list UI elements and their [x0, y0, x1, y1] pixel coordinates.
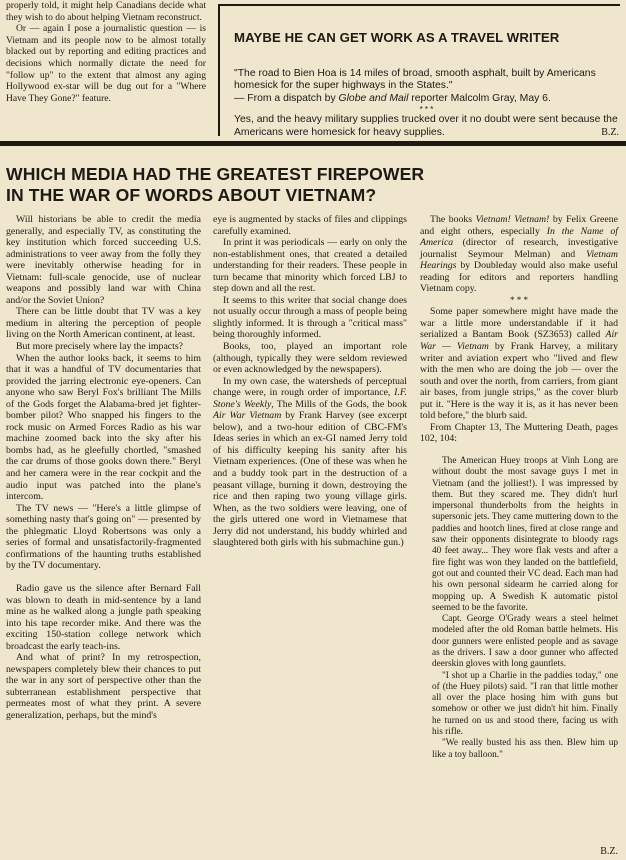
text-run: by Doubleday would also make useful reading for editors and reporters handling Vietnam copy.	[420, 260, 618, 295]
article-headline	[6, 164, 606, 205]
excerpt-paragraph: The American Huey troops at Vinh Long are without doubt the most savage guys I met in Vietnam (and the jolliest!). I was impressed by them. But they scared me. They didn't hurl impersonal thunderbolts from the heights in supersonic jets. They came muttering down to the paddies and hootch lines, fired at close range and saw their opponents disintegrate to bloody rags 40 feet away... They wore flak vests and after a fire fight was won they landed on the battlefield, got out and counted their VC dead. Each man had his own personal sidearm he carried along for mopping up. A Swedish K automatic pistol seemed to be the favorite.	[432, 455, 618, 613]
section-stars: * * *	[510, 294, 528, 305]
travel-writer-box	[218, 4, 620, 136]
body-paragraph: But more precisely where lay the impacts?	[16, 341, 184, 353]
text-run: , The Mills of the Gods, the book	[271, 398, 407, 410]
book-title: Air War Vietnam	[213, 410, 282, 422]
closing-text: Yes, and the heavy military supplies trucked over it no doubt were sent because the Americans were homesick for heavy supplies.	[234, 114, 618, 138]
body-paragraph: And what of print? In my retrospection, newspapers completely blew their chances to put the war in any sort of perspective other than the subterranean establishment perspective that permeates most of what they print. A severe generalization, perhaps, but the mind's	[6, 652, 201, 721]
body-paragraph: Will historians be able to credit the media generally, and especially TV, as constituting the key institution which forced succeeding U.S. administrations to veer away from the folly they were inevitably otherwise heading for in Vietnam: full-scale genocide, use of nuclear weapons and possibly land war with China and/or the Soviet Union?	[6, 214, 201, 306]
body-paragraph: In print it was periodicals — early on only the non-establishment ones, that created a detailed understanding for their readers. These people in turn became that minority which forced LBJ to step down and all the rest.	[213, 237, 407, 295]
body-paragraph	[420, 214, 618, 295]
text-run: by Frank Harvey, a military writer and aviation expert who "lived and flew with the men who are doing the job — over the south and over the north, from carriers, from giant air bases, from jungle strips," as the cover blurb put it. "Here is the way it is, as it has never been told before," the blurb said.	[420, 341, 618, 422]
travel-box-quote: "The road to Bien Hoa is 14 miles of broad, smooth asphalt, built by Americans homesick for the super highways in the States."	[234, 68, 596, 92]
paragraph-gap	[420, 445, 618, 456]
article-column-1	[6, 214, 201, 722]
body-paragraph: Books, too, played an important role (although, typically they were seldom reviewed or even acknowledged by the newspapers).	[213, 341, 407, 376]
text-run: by Felix Greene and eight others, especially	[420, 214, 618, 237]
attribution-source: Globe and Mail	[338, 92, 409, 104]
travel-box-text	[234, 68, 619, 139]
body-paragraph: Radio gave us the silence after Bernard Fall was blown to death in mid-sentence by a land mine as he walked along a jungle path speaking into his tape recorder mike. And there was the exciting 150-station college network which broadcast the early teach-ins.	[6, 582, 201, 652]
headline-line-1: WHICH MEDIA HAD THE GREATEST FIREPOWER	[6, 164, 425, 184]
travel-box-title: MAYBE HE CAN GET WORK AS A TRAVEL WRITER	[234, 30, 560, 45]
excerpt-paragraph: "We really busted his ass then. Blew him up like a toy balloon."	[432, 738, 618, 760]
article-column-2	[213, 214, 407, 549]
top-left-paragraph: properly told, it might help Canadians decide what they wish to do about helping Vietnam reconstruct.	[6, 0, 206, 23]
body-paragraph: The TV news — "Here's a little glimpse of something nasty that's going on" — presented by the phlegmatic Lloyd Robertsons was only a series of formal and unsatisfactorily-fragmented confirmations of the haunting truths established by the TV documentary.	[6, 502, 201, 572]
book-title: Vietnam Hearings	[420, 248, 618, 272]
article-signature: B.Z.	[600, 846, 618, 857]
text-run: In my own case, the watersheds of perceptual change were, in rough order of importance,	[213, 375, 407, 399]
attribution-suffix: reporter Malcolm Gray, May 6.	[408, 92, 551, 104]
book-title: Air War — Vietnam	[420, 329, 618, 353]
top-left-paragraph: Or — again I pose a journalistic question — is Vietnam and its people now to be almost totally blacked out by reporting and editing practices and decisions which normally dictate the need for "follow up" to the extent that almost any aging Hollywood ex-star will be dug out for a "Where Have They Gone?" feature.	[6, 23, 206, 104]
travel-box-attribution	[234, 93, 619, 105]
text-run: Some paper somewhere might have made the war a little more understandable if it had serialized a Bantam Book (SZ3653) called	[420, 306, 618, 341]
book-excerpt	[420, 456, 618, 761]
travel-box-stars: * * *	[419, 105, 434, 115]
headline-line-2: IN THE WAR OF WORDS ABOUT VIETNAM?	[6, 184, 377, 205]
travel-box-signature: B.Z.	[601, 126, 619, 138]
text-run: The books	[430, 214, 476, 225]
section-divider	[0, 141, 626, 146]
body-paragraph: From Chapter 13, The Muttering Death, pages 102, 104:	[420, 421, 618, 445]
box-top-rule	[220, 4, 620, 6]
body-paragraph	[420, 306, 618, 421]
top-left-column	[6, 0, 206, 104]
publication-title: I.F. Stone's Weekly	[213, 387, 407, 410]
excerpt-paragraph: "I shot up a Charlie in the paddies today," one of (the Huey pilots) said. "I ran that little mother all over the place hosing him with guns but somehow or other we just didn't hit him. Finally he turned on us and stood there, facing us with his rifle.	[432, 670, 618, 738]
book-title: In the Name of America	[420, 225, 618, 249]
body-paragraph: There can be little doubt that TV was a key medium in altering the perception of people living on the North American continent, at least.	[6, 306, 201, 341]
attribution-prefix: — From a dispatch by	[234, 92, 339, 104]
body-paragraph: eye is augmented by stacks of files and clippings carefully examined.	[213, 214, 407, 237]
body-paragraph	[213, 376, 407, 549]
article-column-3	[420, 214, 618, 761]
body-paragraph: When the author looks back, it seems to him that it was a handful of TV documentaries that provided the jarring electronic eye-openers. Can anyone who saw Beryl Fox's brilliant The Mills of the Gods forget the Alabama-bred jet fighter-bomber pilot? Who snapped his fingers to the rock music on Armed Forces Radio as his war machine zoomed back into the sky after his bombs had, as he gleefully chortled, "smashed the car drums of those gooks down there." Beryl and her camera were in the rear cockpit and the audio input was patched into the plane's intercom.	[6, 352, 201, 503]
paragraph-gap	[6, 572, 201, 583]
text-run: by Frank Harvey (see excerpt below), and a two-hour edition of CBC-FM's Ideas series in which an ex-GI named Jerry told of his difficulty keeping his sanity after his Vietnam experiences. (One of these was when he and a buddy took part in the destruction of a peasant village, burning it down, destroying the rice and then raping two young village girls. When, as the two soldiers were leaving, one of the girls uttered one word in Vietnamese that Jerry did not understand, his buddy whirled and slaughtered both girls with his submachine gun.)	[213, 410, 408, 549]
body-paragraph: It seems to this writer that social change does not usually occur through a mass of people being slightly informed. It is through a "critical mass" being thoroughly informed.	[213, 294, 407, 341]
text-run: (director of research, investigative journalist Seymour Melman) and	[420, 237, 618, 260]
excerpt-paragraph: Capt. George O'Grady wears a steel helmet modeled after the old Roman battle helmets. His door gunners were enlisted people and as savage as the drivers. I saw a door gunner who affected deerskin gloves with long gauntlets.	[432, 614, 618, 670]
travel-box-closing	[234, 114, 619, 139]
book-title: Vietnam! Vietnam!	[475, 214, 550, 225]
